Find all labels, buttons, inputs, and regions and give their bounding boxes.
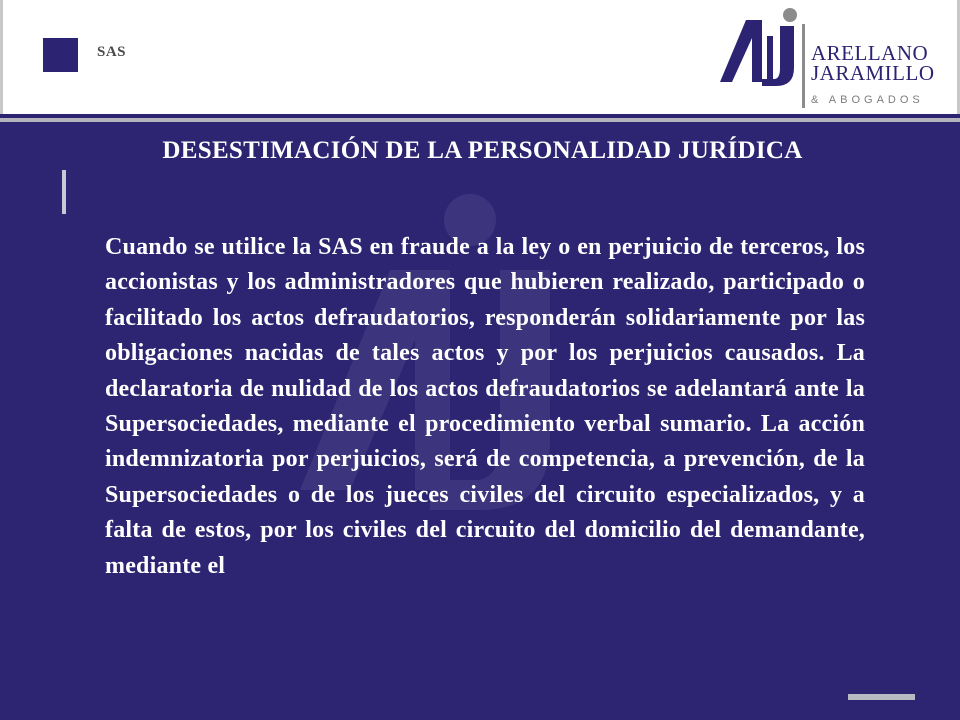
slide-title: DESESTIMACIÓN DE LA PERSONALIDAD JURÍDICA	[162, 137, 803, 164]
firm-logo	[718, 6, 933, 114]
logo-line2: JARAMILLO	[811, 61, 935, 85]
slide-body-text: Cuando se utilice la SAS en fraude a la ley o en perjuicio de terceros, los accionistas y los administradores que hubieren realizado, participado o facilitado los actos defraudatorios, responderán solidariamente por las obligaciones nacidas de tales actos y por los perjuicios causados. La declaratoria de nulidad de los actos defraudatorios se adelantará ante la Supersociedades, mediante el procedimiento verbal sumario. La acción indemnizatoria por perjuicios, será de competencia, a prevención, de la Supersociedades o de los jueces civiles del circuito especializados, y a falta de estos, por los civiles del circuito del domicilio del demandante, mediante el	[105, 234, 865, 579]
header-square-icon	[43, 38, 78, 72]
header-label: SAS	[97, 44, 127, 60]
logo-line1: ARELLANO	[811, 41, 929, 65]
logo-tagline: & ABOGADOS	[811, 94, 924, 106]
footer-accent-bar	[848, 694, 915, 700]
title-accent-bar	[62, 170, 66, 214]
logo-wordmark	[811, 43, 935, 83]
slide-header	[0, 0, 960, 114]
